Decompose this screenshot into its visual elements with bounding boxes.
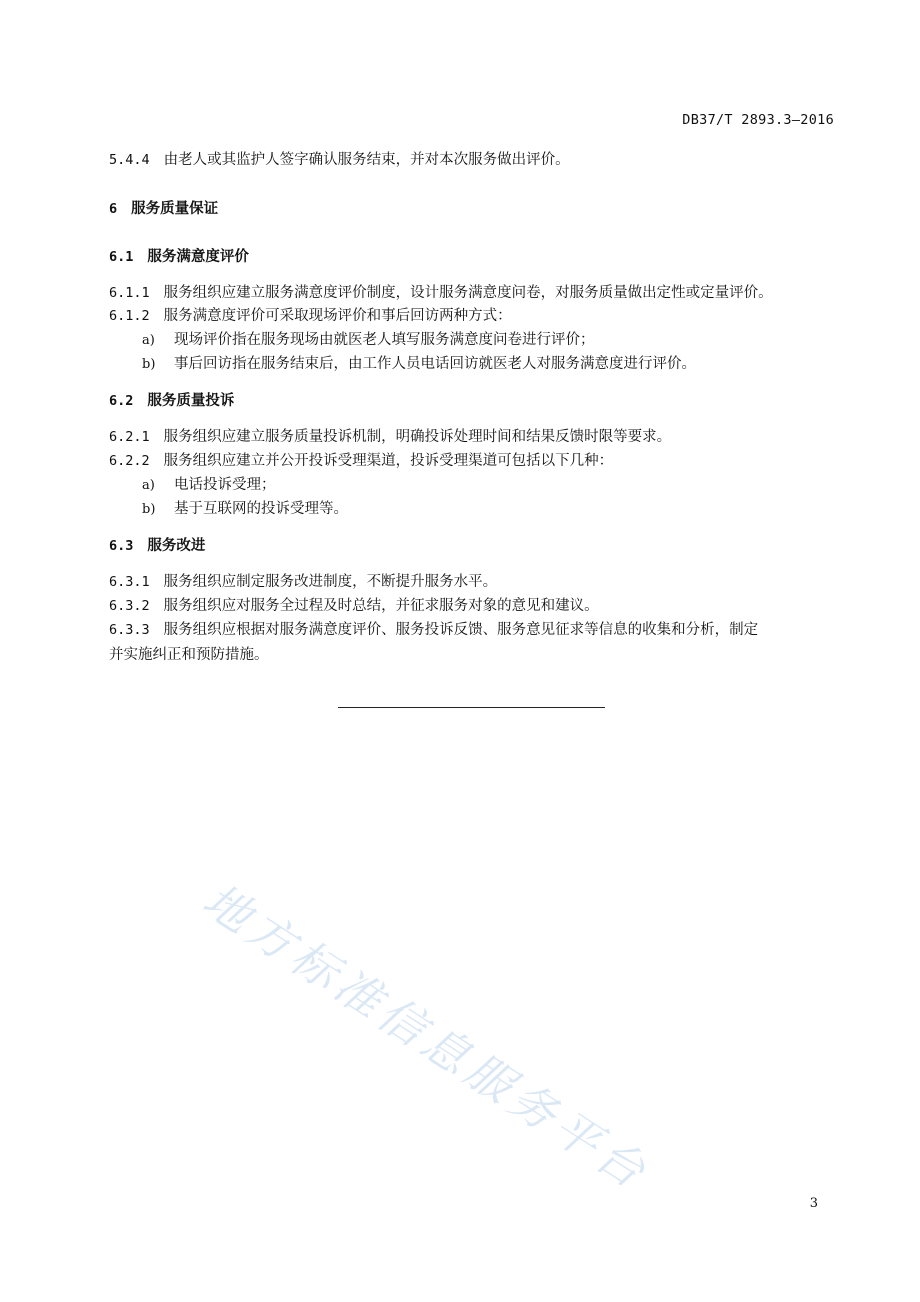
clause-number: 6.1.1 xyxy=(109,285,150,301)
clause-6-3-2 xyxy=(109,596,599,616)
section-heading-6-3 xyxy=(109,536,205,556)
clause-number: 6.2.2 xyxy=(109,453,150,469)
clause-text: 服务组织应建立并公开投诉受理渠道，投诉受理渠道可包括以下几种： xyxy=(163,453,614,469)
list-text: 现场评价指在服务现场由就医老人填写服务满意度问卷进行评价； xyxy=(174,332,595,348)
clause-text: 服务组织应建立服务满意度评价制度，设计服务满意度问卷，对服务质量做出定性或定量评价。 xyxy=(163,285,773,301)
list-letter: b) xyxy=(142,357,156,372)
clause-number: 5.4.4 xyxy=(109,152,150,168)
clause-6-2-2 xyxy=(109,451,613,471)
section-heading-6-1 xyxy=(109,247,249,267)
list-letter: b) xyxy=(142,502,156,517)
page-number: 3 xyxy=(809,1196,818,1211)
clause-text: 服务组织应建立服务质量投诉机制，明确投诉处理时间和结果反馈时限等要求。 xyxy=(163,429,672,445)
list-text: 基于互联网的投诉受理等。 xyxy=(174,501,348,517)
watermark: 地方标准信息服务平台 xyxy=(193,872,660,1202)
clause-number: 6.3.2 xyxy=(109,598,150,614)
clause-text: 服务组织应根据对服务满意度评价、服务投诉反馈、服务意见征求等信息的收集和分析，制定 xyxy=(163,622,759,638)
list-item-6-1-2-b xyxy=(142,354,696,375)
clause-6-1-1 xyxy=(109,283,773,303)
clause-number: 6.3.3 xyxy=(109,622,150,638)
section-number: 6.1 xyxy=(109,249,134,265)
clause-number: 6.3.1 xyxy=(109,574,150,590)
clause-6-2-1 xyxy=(109,427,671,447)
clause-number: 6.2.1 xyxy=(109,429,150,445)
clause-5-4-4 xyxy=(109,150,570,170)
section-title: 服务改进 xyxy=(147,538,206,554)
list-item-6-1-2-a xyxy=(142,330,595,351)
section-title: 服务满意度评价 xyxy=(147,249,249,265)
clause-6-1-2 xyxy=(109,306,512,326)
section-number: 6 xyxy=(109,201,118,217)
clause-6-3-3 xyxy=(109,620,758,640)
clause-text: 服务组织应制定服务改进制度，不断提升服务水平。 xyxy=(163,574,498,590)
clause-text: 服务满意度评价可采取现场评价和事后回访两种方式： xyxy=(163,308,512,324)
section-title: 服务质量投诉 xyxy=(147,393,235,409)
list-item-6-2-2-b xyxy=(142,499,348,520)
list-letter: a) xyxy=(142,333,155,348)
document-code: DB37/T 2893.3—2016 xyxy=(682,112,834,128)
section-heading-6-2 xyxy=(109,391,234,411)
end-rule xyxy=(338,707,605,708)
clause-number: 6.1.2 xyxy=(109,308,150,324)
section-number: 6.3 xyxy=(109,538,134,554)
list-text: 事后回访指在服务结束后，由工作人员电话回访就医老人对服务满意度进行评价。 xyxy=(174,356,696,372)
list-text: 电话投诉受理； xyxy=(174,477,276,493)
list-item-6-2-2-a xyxy=(142,475,276,496)
clause-text: 服务组织应对服务全过程及时总结，并征求服务对象的意见和建议。 xyxy=(163,598,599,614)
section-heading-6 xyxy=(109,199,218,219)
list-letter: a) xyxy=(142,478,155,493)
section-title: 服务质量保证 xyxy=(131,201,219,217)
clause-text: 由老人或其监护人签字确认服务结束，并对本次服务做出评价。 xyxy=(163,152,570,168)
section-number: 6.2 xyxy=(109,393,134,409)
clause-6-3-1 xyxy=(109,572,497,592)
clause-6-3-3-continuation xyxy=(109,645,269,665)
clause-text-continuation: 并实施纠正和预防措施。 xyxy=(109,647,269,663)
